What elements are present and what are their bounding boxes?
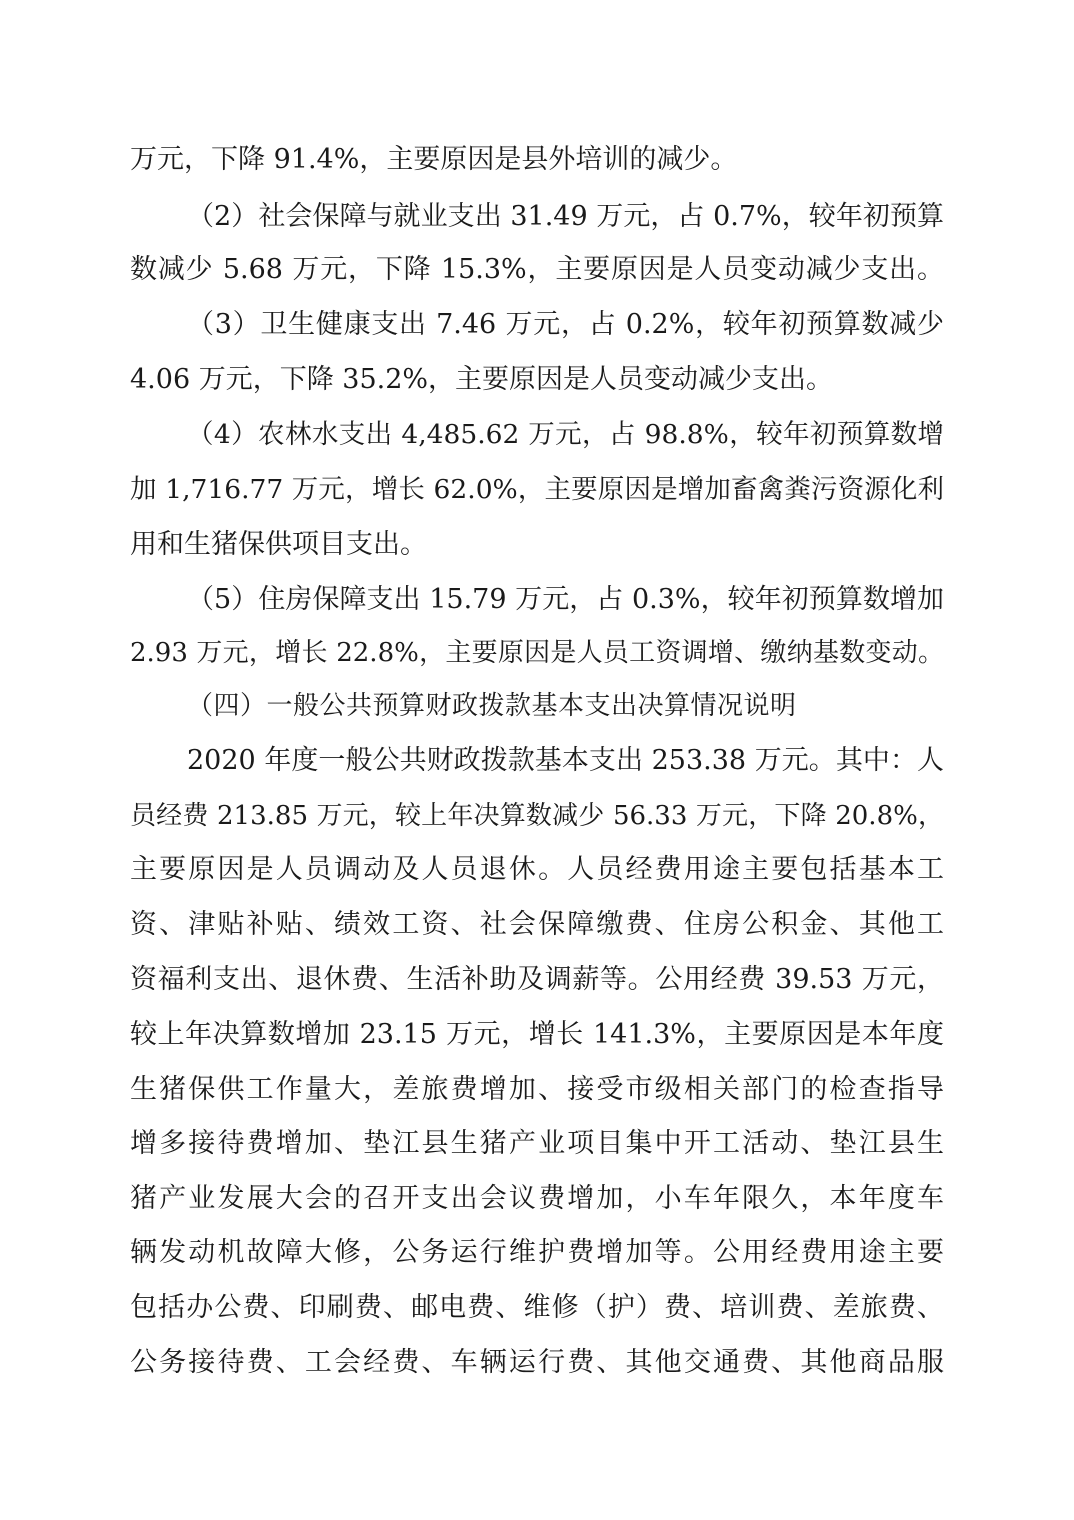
text-line-9: （5）住房保障支出 15.79 万元，占 0.3%，较年初预算数增加 xyxy=(187,584,944,615)
text-line-5: 4.06 万元，下降 35.2%，主要原因是人员变动减少支出。 xyxy=(130,364,834,395)
text-line-6: （4）农林水支出 4,485.62 万元，占 98.8%，较年初预算数增 xyxy=(187,419,944,450)
text-line-7: 加 1,716.77 万元，增长 62.0%，主要原因是增加畜禽粪污资源化利 xyxy=(130,474,944,505)
text-line-4: （3）卫生健康支出 7.46 万元，占 0.2%，较年初预算数减少 xyxy=(187,309,944,340)
text-line-15: 资、津贴补贴、绩效工资、社会保障缴费、住房公积金、其他工 xyxy=(130,909,944,940)
text-line-13: 员经费 213.85 万元，较上年决算数减少 56.33 万元，下降 20.8%， xyxy=(130,801,944,831)
text-line-16: 资福利支出、退休费、生活补助及调薪等。公用经费 39.53 万元， xyxy=(130,964,944,995)
text-line-21: 辆发动机故障大修，公务运行维护费增加等。公用经费用途主要 xyxy=(130,1237,944,1268)
text-line-14: 主要原因是人员调动及人员退休。人员经费用途主要包括基本工 xyxy=(130,854,944,885)
text-line-20: 猪产业发展大会的召开支出会议费增加，小车年限久，本年度车 xyxy=(130,1183,944,1214)
text-line-17: 较上年决算数增加 23.15 万元，增长 141.3%，主要原因是本年度 xyxy=(130,1019,944,1050)
text-line-18: 生猪保供工作量大，差旅费增加、接受市级相关部门的检查指导 xyxy=(130,1074,944,1105)
section-heading: （四）一般公共预算财政拨款基本支出决算情况说明 xyxy=(187,691,797,721)
text-line-8: 用和生猪保供项目支出。 xyxy=(130,529,427,560)
text-line-3: 数减少 5.68 万元，下降 15.3%，主要原因是人员变动减少支出。 xyxy=(130,254,944,285)
text-line-1: 万元，下降 91.4%，主要原因是县外培训的减少。 xyxy=(130,144,738,175)
text-line-2: （2）社会保障与就业支出 31.49 万元，占 0.7%，较年初预算 xyxy=(187,201,944,232)
text-line-22: 包括办公费、印刷费、邮电费、维修（护）费、培训费、差旅费、 xyxy=(130,1292,944,1323)
text-line-12: 2020 年度一般公共财政拨款基本支出 253.38 万元。其中：人 xyxy=(187,745,944,776)
text-line-23: 公务接待费、工会经费、车辆运行费、其他交通费、其他商品服 xyxy=(130,1347,944,1378)
text-line-19: 增多接待费增加、垫江县生猪产业项目集中开工活动、垫江县生 xyxy=(130,1128,944,1159)
text-line-10: 2.93 万元，增长 22.8%，主要原因是人员工资调增、缴纳基数变动。 xyxy=(130,638,944,668)
